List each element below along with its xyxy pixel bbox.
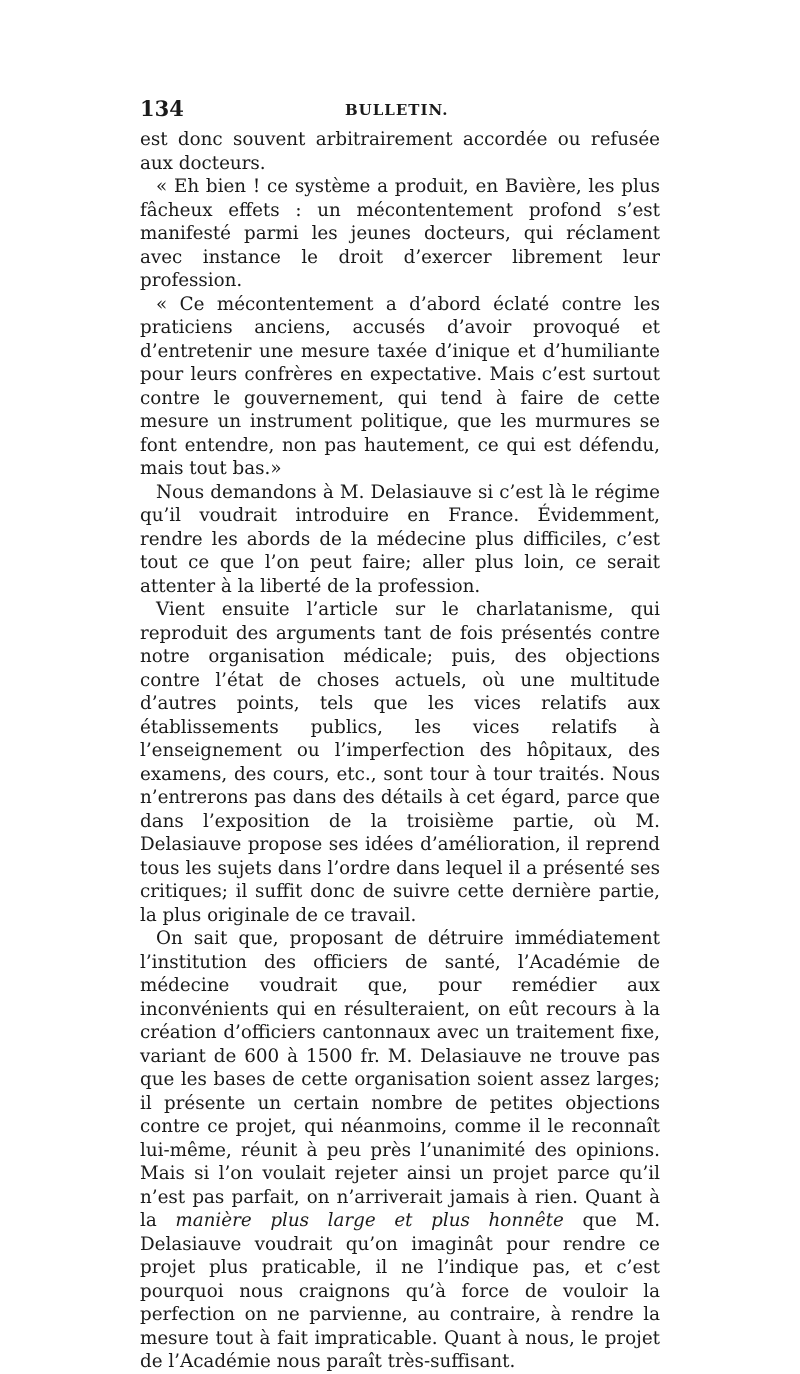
italic-phrase: manière plus large et plus honnête (175, 1210, 564, 1231)
page-header (140, 96, 660, 126)
paragraph-text: On sait que, proposant de détruire immédiatement l’institution des officiers de santé, l’Académie de médecine voudrait que, pour remédier aux inconvénients qui en résulteraient, on eût recours à la création d’officiers cantonnaux avec un traitement fixe, variant de 600 à 1500 fr. M. Delasiauve ne trouve pas que les bases de cette organisation soient assez larges; il présente un certain nombre de petites objections contre ce projet, qui néanmoins, comme il le reconnaît lui-même, réunit à peu près l’unanimité des opinions. Mais si l’on voulait rejeter ainsi un projet parce qu’il n’est pas parfait, on n’arriverait jamais à rien. Quant à la (140, 928, 660, 1231)
paragraph: est donc souvent arbitrairement accordée ou refusée aux docteurs. (140, 129, 660, 174)
running-title: BULLETIN. (345, 101, 449, 119)
book-page (140, 96, 660, 1374)
paragraph: Nous demandons à M. Delasiauve si c’est là le régime qu’il voudrait introduire en France. Évidemment, rendre les abords de la médecine plus difficiles, c’est tout ce que l’on peut faire; aller plus loin, ce serait attenter à la liberté de la profession. (140, 481, 660, 597)
paragraph-text: que M. Delasiauve voudrait qu’on imaginât pour rendre ce projet plus praticable, il ne l’indique pas, et c’est pourquoi nous craignons qu’à force de vouloir la perfection on ne parvienne, au contraire, à rendre la mesure tout à fait impraticable. Quant à nous, le projet de l’Académie nous paraît très-suffisant. (140, 1210, 661, 1372)
paragraph: Vient ensuite l’article sur le charlatanisme, qui reproduit des arguments tant de fois présentés contre notre organisation médicale; puis, des objections contre l’état de choses actuels, où une multitude d’autres points, tels que les vices relatifs aux établissements publics, les vices relatifs à l’enseignement ou l’imperfection des hôpitaux, des examens, des cours, etc., sont tour à tour traités. Nous n’entrerons pas dans des détails à cet égard, parce que dans l’exposition de la troisième partie, où M. Delasiauve propose ses idées d’amélioration, il reprend tous les sujets dans l’ordre dans lequel il a présenté ses critiques; il suffit donc de suivre cette dernière partie, la plus originale de ce travail. (140, 599, 660, 926)
paragraph: « Ce mécontentement a d’abord éclaté contre les praticiens anciens, accusés d’avoir provoqué et d’entretenir une mesure taxée d’inique et d’humiliante pour leurs confrères en expectative. Mais c’est surtout contre le gouvernement, qui tend à faire de cette mesure un instrument politique, que les murmures se font entendre, non pas hautement, ce qui est défendu, mais tout bas.» (140, 293, 660, 479)
paragraph: « Eh bien ! ce système a produit, en Bavière, les plus fâcheux effets : un mécontentement profond s’est manifesté parmi les jeunes docteurs, qui réclament avec instance le droit d’exercer librement leur profession. (140, 176, 660, 291)
page-number: 134 (140, 96, 184, 121)
paragraph (140, 927, 660, 1374)
body-text (140, 128, 660, 1374)
